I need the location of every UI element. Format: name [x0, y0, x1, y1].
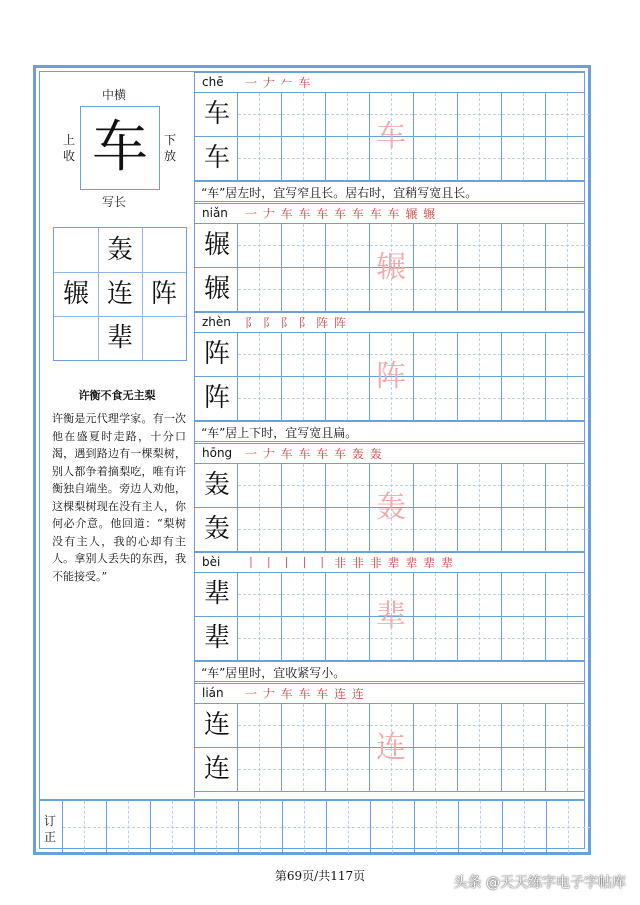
practice-cell[interactable] [501, 224, 545, 267]
practice-cell[interactable] [457, 617, 501, 660]
practice-cell[interactable] [413, 508, 457, 551]
practice-cell[interactable] [501, 268, 545, 311]
example-char: 轰 [203, 514, 230, 544]
correction-cell[interactable] [62, 801, 106, 853]
grid-char-center: 连 [106, 279, 133, 309]
practice-cell[interactable] [281, 748, 325, 791]
practice-cell[interactable] [237, 748, 281, 791]
practice-cell[interactable] [457, 224, 501, 267]
trace-char: 连 [376, 730, 406, 765]
watermark: 头条 @天天练字电子字帖库 [453, 875, 626, 891]
practice-cell[interactable] [413, 224, 457, 267]
example-char: 轰 [203, 470, 230, 500]
writing-row [195, 93, 584, 154]
correction-cell[interactable] [326, 801, 370, 853]
correction-label: 订正 [44, 814, 57, 844]
example-char: 阵 [203, 339, 230, 369]
practice-cell[interactable] [413, 464, 457, 507]
practice-cell[interactable] [369, 137, 413, 180]
practice-cell[interactable] [413, 93, 457, 136]
correction-cell[interactable] [238, 801, 282, 853]
model-left-label: 上收 [62, 133, 75, 163]
practice-cell[interactable] [369, 268, 413, 311]
tip-row [195, 421, 584, 442]
practice-cell[interactable] [237, 224, 281, 267]
practice-cell[interactable] [545, 573, 589, 616]
practice-cell[interactable] [237, 268, 281, 311]
correction-cell[interactable] [150, 801, 194, 853]
practice-cell[interactable] [545, 508, 589, 551]
practice-cell[interactable] [545, 377, 589, 420]
pinyin: niǎn [202, 206, 228, 220]
stroke-order: 一 𠂇 车 车 车 连 连 [245, 687, 365, 701]
correction-cells [62, 801, 584, 848]
example-char: 车 [203, 143, 230, 173]
writing-row [195, 704, 584, 765]
writing-row [195, 137, 584, 181]
practice-cell[interactable] [281, 268, 325, 311]
practice-cell[interactable] [413, 748, 457, 791]
practice-cell[interactable] [237, 333, 281, 376]
grid-char-bottom: 辈 [106, 323, 133, 353]
writing-row [195, 377, 584, 421]
practice-cell[interactable] [237, 704, 281, 747]
practice-cell[interactable] [413, 268, 457, 311]
tip-text: “车”居里时，宜收紧写小。 [201, 666, 346, 680]
practice-cell[interactable] [545, 704, 589, 747]
trace-char: 辈 [376, 599, 406, 634]
practice-cell[interactable] [501, 704, 545, 747]
writing-row [195, 464, 584, 525]
practice-cell[interactable] [501, 93, 545, 136]
practice-cell[interactable] [545, 93, 589, 136]
example-char: 辈 [203, 623, 230, 653]
practice-cell[interactable] [237, 508, 281, 551]
practice-cell[interactable] [369, 748, 413, 791]
pinyin-row [195, 552, 584, 573]
practice-cell[interactable] [457, 573, 501, 616]
practice-cell[interactable] [413, 704, 457, 747]
trace-char: 阵 [376, 359, 406, 394]
correction-row [40, 799, 584, 848]
practice-cell[interactable] [457, 464, 501, 507]
model-top-label: 中横 [102, 88, 127, 102]
model-right-label: 下放 [163, 133, 176, 163]
practice-cell[interactable] [457, 508, 501, 551]
practice-cell[interactable] [325, 704, 369, 747]
practice-cell[interactable] [237, 617, 281, 660]
practice-cell[interactable] [281, 333, 325, 376]
practice-cell[interactable] [325, 464, 369, 507]
grid-char-top: 轰 [106, 235, 133, 265]
practice-cell[interactable] [545, 748, 589, 791]
example-char: 连 [203, 754, 230, 784]
practice-cell[interactable] [545, 464, 589, 507]
practice-cell[interactable] [325, 137, 369, 180]
example-char: 阵 [203, 383, 230, 413]
practice-cell[interactable] [501, 617, 545, 660]
pinyin-row [195, 312, 584, 333]
left-panel [40, 72, 195, 798]
writing-row [195, 333, 584, 394]
practice-cell[interactable] [369, 508, 413, 551]
correction-cell[interactable] [194, 801, 238, 853]
practice-cell[interactable] [413, 573, 457, 616]
stroke-order: 一 𠂇 𠂉 车 [245, 76, 312, 90]
practice-cell[interactable] [281, 704, 325, 747]
story-body: 许衡是元代理学家。有一次他在盛夏时走路，十分口渴，遇到路边有一棵梨树，别人都争着摘梨吃，唯有许衡独自端坐。旁边人劝他，这棵梨树现在没有主人，你何必介意。他回道：“梨树没有主人，我的心却有主人。拿别人丢失的东西，我不能接受。” [52, 412, 186, 583]
model-char: 车 [92, 115, 148, 180]
example-char: 辈 [203, 579, 230, 609]
trace-char: 辗 [376, 250, 406, 285]
practice-cell[interactable] [325, 573, 369, 616]
practice-cell[interactable] [281, 464, 325, 507]
grid-char-right: 阵 [150, 279, 177, 309]
practice-cell[interactable] [237, 137, 281, 180]
example-char: 辗 [203, 274, 230, 304]
practice-cell[interactable] [325, 617, 369, 660]
stroke-order: 一 𠂇 车 车 车 车 车 车 车 辗 辗 [245, 207, 437, 221]
practice-cell[interactable] [501, 464, 545, 507]
example-char: 连 [203, 710, 230, 740]
practice-cell[interactable] [281, 573, 325, 616]
practice-cell[interactable] [501, 748, 545, 791]
practice-cell[interactable] [457, 704, 501, 747]
practice-cell[interactable] [457, 333, 501, 376]
practice-cell[interactable] [501, 573, 545, 616]
pinyin: zhèn [202, 315, 231, 329]
correction-cell[interactable] [370, 801, 414, 853]
practice-cell[interactable] [413, 377, 457, 420]
practice-cell[interactable] [413, 137, 457, 180]
pinyin-row [195, 683, 584, 704]
writing-row [195, 508, 584, 552]
trace-char: 轰 [376, 490, 406, 525]
correction-cell[interactable] [414, 801, 458, 853]
writing-row [195, 573, 584, 634]
practice-cell[interactable] [281, 377, 325, 420]
sheet-inner [39, 71, 585, 849]
correction-cell[interactable] [502, 801, 546, 853]
practice-cell[interactable] [237, 464, 281, 507]
practice-cell[interactable] [413, 617, 457, 660]
example-char: 车 [203, 99, 230, 129]
practice-cell[interactable] [325, 748, 369, 791]
practice-cell[interactable] [325, 224, 369, 267]
practice-cell[interactable] [501, 333, 545, 376]
tip-row [195, 661, 584, 682]
practice-cell[interactable] [237, 573, 281, 616]
pinyin: hōng [202, 446, 233, 460]
tip-text: “车”居左时，宜写窄且长。居右时，宜稍写宽且长。 [201, 186, 478, 200]
practice-cell[interactable] [457, 377, 501, 420]
writing-row [195, 268, 584, 312]
writing-row [195, 617, 584, 661]
pinyin-row [195, 72, 584, 93]
pinyin: chē [202, 75, 224, 89]
story-title: 许衡不食无主梨 [78, 389, 156, 402]
tip-row [195, 181, 584, 202]
practice-cell[interactable] [281, 617, 325, 660]
practice-cell[interactable] [501, 137, 545, 180]
practice-cell[interactable] [325, 93, 369, 136]
practice-cell[interactable] [237, 377, 281, 420]
practice-cell[interactable] [325, 333, 369, 376]
practice-cell[interactable] [545, 137, 589, 180]
writing-row [195, 224, 584, 285]
page-footer: 第69页/共117页 [274, 869, 366, 883]
tip-text: “车”居上下时，宜写宽且扁。 [201, 426, 358, 440]
practice-cell[interactable] [325, 377, 369, 420]
stroke-order: 阝 阝 阝 阝 阵 阵 [245, 316, 348, 330]
practice-cell[interactable] [545, 224, 589, 267]
correction-cell[interactable] [546, 801, 590, 853]
practice-cell[interactable] [325, 268, 369, 311]
pinyin: bèi [202, 555, 221, 569]
practice-cell[interactable] [501, 508, 545, 551]
practice-cell[interactable] [369, 377, 413, 420]
practice-cell[interactable] [237, 93, 281, 136]
practice-cell[interactable] [457, 268, 501, 311]
stroke-order: 一 𠂇 车 车 车 车 轰 轰 [245, 447, 383, 461]
radical-grid [53, 227, 187, 361]
practice-cell[interactable] [281, 224, 325, 267]
writing-row [195, 748, 584, 792]
practice-cell[interactable] [501, 377, 545, 420]
practice-rows [195, 72, 584, 798]
pinyin: lián [202, 686, 224, 700]
practice-cell[interactable] [281, 508, 325, 551]
example-char: 辗 [203, 230, 230, 260]
practice-cell[interactable] [545, 617, 589, 660]
practice-cell[interactable] [457, 748, 501, 791]
stroke-order: 丨 丨 丨 丨 丨 非 非 非 辈 辈 辈 辈 [245, 556, 454, 570]
grid-char-left: 辗 [62, 279, 89, 309]
practice-cell[interactable] [545, 268, 589, 311]
practice-cell[interactable] [545, 333, 589, 376]
practice-cell[interactable] [281, 93, 325, 136]
practice-cell[interactable] [281, 137, 325, 180]
correction-cell[interactable] [282, 801, 326, 853]
model-bottom-label: 写长 [102, 195, 127, 209]
pinyin-row [195, 203, 584, 224]
practice-cell[interactable] [457, 137, 501, 180]
correction-cell[interactable] [458, 801, 502, 853]
correction-cell[interactable] [106, 801, 150, 853]
practice-cell[interactable] [413, 333, 457, 376]
practice-cell[interactable] [457, 93, 501, 136]
practice-cell[interactable] [369, 617, 413, 660]
trace-char: 车 [376, 119, 406, 154]
practice-sheet [33, 65, 591, 855]
model-char-box [80, 106, 160, 190]
practice-cell[interactable] [325, 508, 369, 551]
pinyin-row [195, 443, 584, 464]
